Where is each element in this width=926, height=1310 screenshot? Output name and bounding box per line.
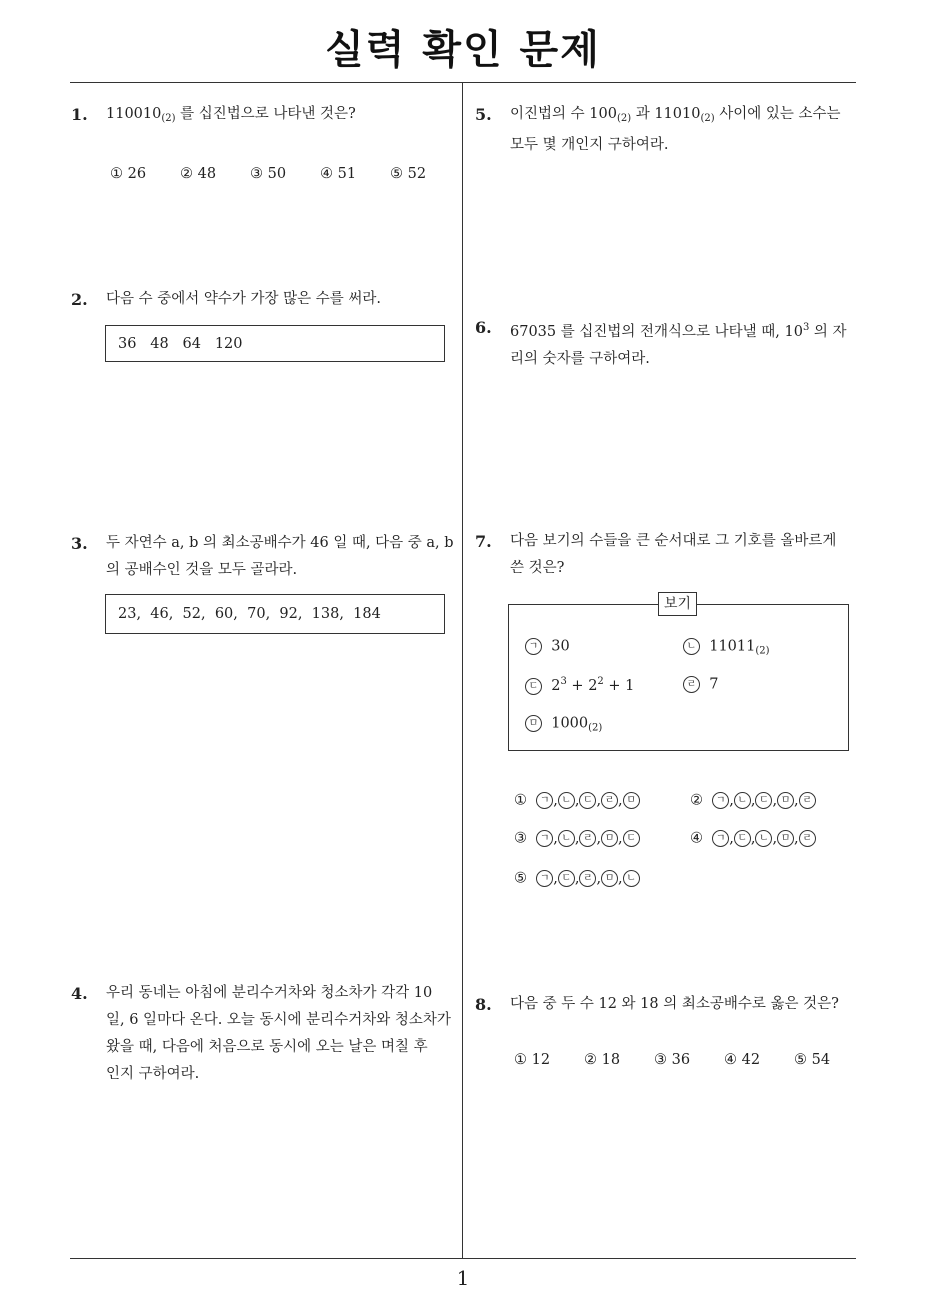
- question-text-line: 모두 몇 개인지 구하여라.: [510, 137, 669, 153]
- bogi-box: [508, 596, 849, 751]
- question-number: 1.: [71, 105, 88, 124]
- question-8: [475, 991, 860, 1018]
- question-text-line: 쓴 것은?: [510, 560, 565, 576]
- choice[interactable]: ⑤ 54: [794, 1052, 831, 1068]
- question-text-line: 우리 동네는 아침에 분리수거차와 청소차가 각각 10: [106, 985, 433, 1001]
- choice[interactable]: ① 26: [110, 166, 147, 182]
- question-text-line: 일, 6 일마다 온다. 오늘 동시에 분리수거차와 청소차가: [106, 1012, 451, 1028]
- top-rule: [70, 82, 856, 83]
- circled-letter: ㅁ: [525, 715, 542, 732]
- question-number: 5.: [475, 105, 492, 124]
- bottom-rule: [70, 1258, 856, 1259]
- circled-letter: ㄹ: [683, 676, 700, 693]
- question-8-choices: [514, 1052, 830, 1068]
- choice[interactable]: ① 12: [514, 1052, 551, 1068]
- choice[interactable]: ② 48: [180, 166, 217, 182]
- question-text-line: 왔을 때, 다음에 처음으로 동시에 오는 날은 며칠 후: [106, 1039, 428, 1055]
- answer-choice-2[interactable]: ② ㄱ , ㄴ , ㄷ , ㅁ , ㄹ: [690, 792, 816, 809]
- circled-letter: ㄱ: [525, 638, 542, 655]
- question-4: [71, 980, 458, 1088]
- question-text: 다음 수 중에서 약수가 가장 많은 수를 써라.: [106, 291, 381, 307]
- question-text-line: 두 자연수 a, b 의 최소공배수가 46 일 때, 다음 중 a, b: [106, 535, 454, 551]
- number-box: 36 48 64 120: [105, 325, 445, 362]
- question-number: 4.: [71, 984, 88, 1003]
- choice[interactable]: ③ 36: [654, 1052, 691, 1068]
- answer-choice-4[interactable]: ④ ㄱ , ㄷ , ㄴ , ㅁ , ㄹ: [690, 830, 816, 847]
- choice[interactable]: ⑤ 52: [390, 166, 427, 182]
- bogi-item-c: ㄷ $2^3 + 2^2 + 1$: [525, 676, 634, 695]
- answer-choice-3[interactable]: ③ ㄱ , ㄴ , ㄹ , ㅁ , ㄷ: [514, 830, 640, 847]
- question-3: [71, 530, 458, 584]
- question-5: [475, 101, 860, 159]
- bogi-label: 보기: [658, 592, 697, 616]
- question-7: [475, 528, 860, 582]
- question-number: 3.: [71, 534, 88, 553]
- question-text-line: 리의 숫자를 구하여라.: [510, 351, 650, 367]
- question-text-line: 다음 보기의 수들을 큰 순서대로 그 기호를 올바르게: [510, 533, 837, 549]
- answer-choice-5[interactable]: ⑤ ㄱ , ㄷ , ㄹ , ㅁ , ㄴ: [514, 870, 640, 887]
- page-title: 실력 확인 문제: [325, 27, 601, 73]
- question-text-line: 67035 를 십진법의 전개식으로 나타낼 때, $10^3$ 의 자: [510, 322, 847, 340]
- question-number: 6.: [475, 318, 492, 337]
- question-2: [71, 286, 446, 313]
- answer-choice-1[interactable]: ① ㄱ , ㄴ , ㄷ , ㄹ , ㅁ: [514, 792, 640, 809]
- column-divider: [462, 82, 463, 1258]
- question-text-line: 이진법의 수 $100_{(2)}$ 과 $11010_{(2)}$ 사이에 있는 소수는: [510, 106, 841, 124]
- bogi-item-d: ㄹ 7: [683, 676, 718, 693]
- circled-letter: ㄴ: [683, 638, 700, 655]
- question-1: [71, 101, 446, 132]
- bogi-item-e: ㅁ $1000_{(2)}$: [525, 715, 602, 734]
- choice[interactable]: ③ 50: [250, 166, 287, 182]
- choice[interactable]: ② 18: [584, 1052, 621, 1068]
- circled-letter: ㄷ: [525, 678, 542, 695]
- choice[interactable]: ④ 42: [724, 1052, 761, 1068]
- question-number: 7.: [475, 532, 492, 551]
- question-number: 2.: [71, 290, 88, 309]
- question-number: 8.: [475, 995, 492, 1014]
- question-text-line: 의 공배수인 것을 모두 골라라.: [106, 562, 298, 578]
- question-6: [475, 314, 860, 373]
- question-1-choices: [110, 166, 426, 182]
- question-text: 다음 중 두 수 12 와 18 의 최소공배수로 옳은 것은?: [510, 996, 839, 1012]
- bogi-item-a: ㄱ 30: [525, 638, 570, 655]
- number-box: 23, 46, 52, 60, 70, 92, 138, 184: [105, 594, 445, 634]
- page-number: 1: [456, 1266, 470, 1290]
- choice[interactable]: ④ 51: [320, 166, 357, 182]
- question-text: $110010_{(2)}$ 를 십진법으로 나타낸 것은?: [106, 106, 356, 124]
- bogi-item-b: ㄴ $11011_{(2)}$: [683, 638, 770, 657]
- question-text-line: 인지 구하여라.: [106, 1066, 200, 1082]
